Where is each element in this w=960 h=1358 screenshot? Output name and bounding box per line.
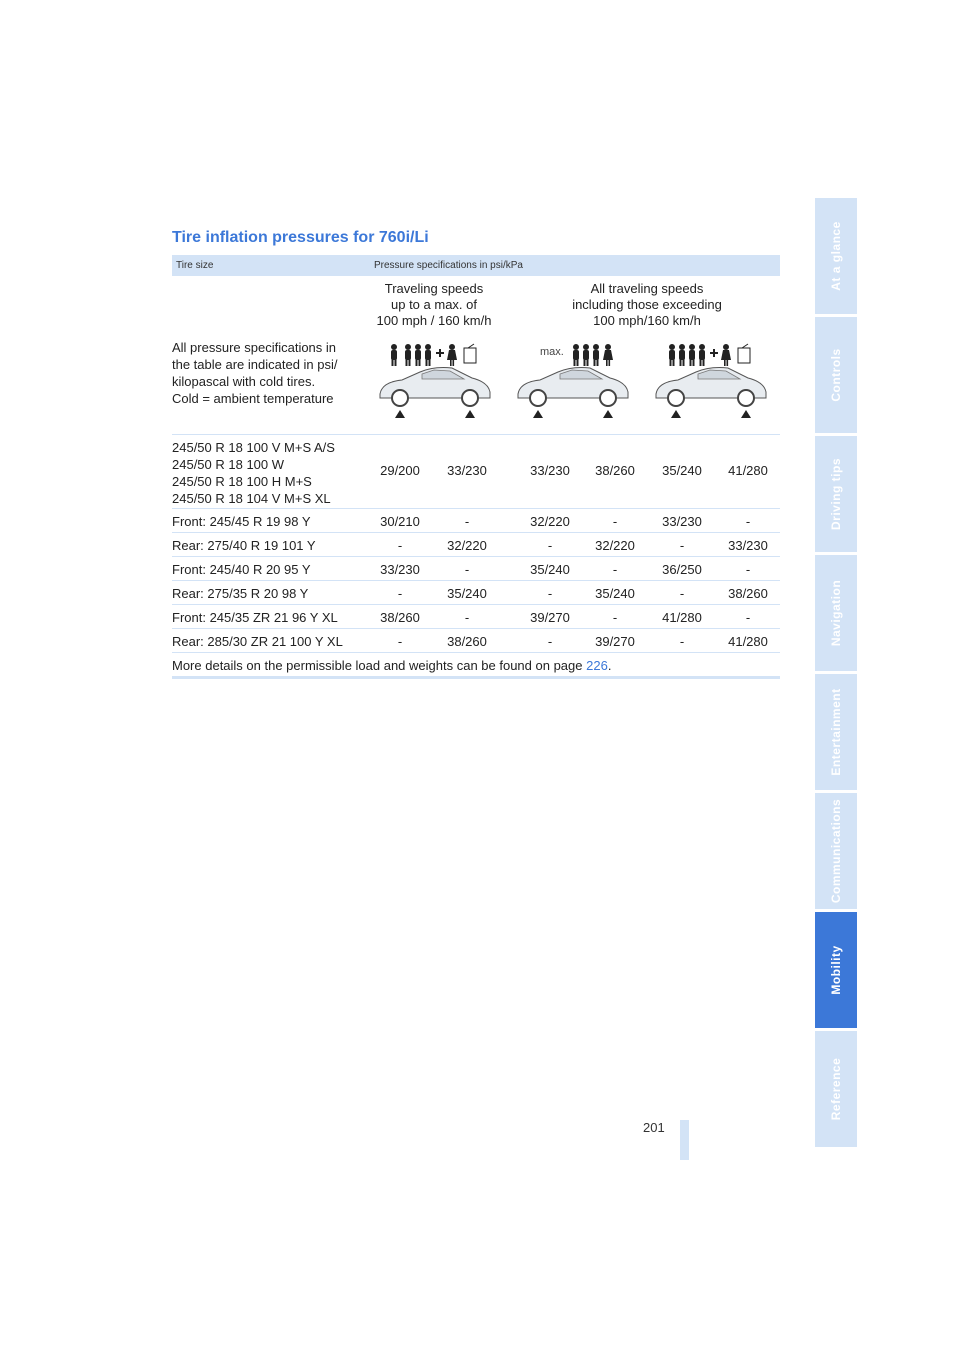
note-row xyxy=(172,334,780,435)
car-full-load-icon xyxy=(372,342,498,420)
pressure-value: - xyxy=(612,562,618,577)
tire-size-line: 245/50 R 18 100 W xyxy=(172,457,285,472)
tab-label: Reference xyxy=(829,1057,843,1121)
speed-group-1 xyxy=(362,281,506,329)
tab-navigation[interactable] xyxy=(815,555,857,674)
tab-label: At a glance xyxy=(829,221,843,291)
table-row xyxy=(172,581,780,605)
pressure-value: - xyxy=(745,610,751,625)
tire-size-cell: Front: 245/45 R 19 98 Y xyxy=(172,514,311,529)
tab-entertainment[interactable] xyxy=(815,674,857,793)
pressure-value: 35/240 xyxy=(447,586,487,601)
table-row xyxy=(172,605,780,629)
pressure-value: 30/210 xyxy=(380,514,420,529)
table-row xyxy=(172,533,780,557)
pressure-value: - xyxy=(679,586,685,601)
note-line: the table are indicated in psi/ xyxy=(172,357,338,372)
tire-size-cell xyxy=(172,439,335,507)
tab-label: Controls xyxy=(829,348,843,402)
pressure-value: 32/220 xyxy=(595,538,635,553)
tab-controls[interactable] xyxy=(815,317,857,436)
tab-label: Driving tips xyxy=(829,457,843,531)
table-row xyxy=(172,509,780,533)
pressure-value: 33/230 xyxy=(447,463,487,478)
pressure-value: - xyxy=(547,634,553,649)
table-row xyxy=(172,435,780,509)
pressure-value: - xyxy=(547,586,553,601)
speed-group-2-line: including those exceeding xyxy=(572,297,722,312)
speed-group-2-line: 100 mph/160 km/h xyxy=(593,313,701,328)
pressure-value: 35/240 xyxy=(530,562,570,577)
car-full-load-icon xyxy=(648,342,774,420)
table-row xyxy=(172,629,780,653)
pressure-value: - xyxy=(679,634,685,649)
header-pressure: Pressure specifications in psi/kPa xyxy=(374,260,523,271)
table-bottom-rule xyxy=(172,676,780,679)
table-row xyxy=(172,557,780,581)
tab-reference[interactable] xyxy=(815,1031,857,1150)
speed-header-row xyxy=(172,276,780,334)
pressure-value: 33/230 xyxy=(380,562,420,577)
tire-size-cell: Rear: 285/30 ZR 21 100 Y XL xyxy=(172,634,343,649)
pressure-value: 41/280 xyxy=(728,634,768,649)
pressure-value: - xyxy=(679,538,685,553)
pressure-value: 41/280 xyxy=(662,610,702,625)
tire-size-cell: Rear: 275/35 R 20 98 Y xyxy=(172,586,309,601)
pressure-value: - xyxy=(612,610,618,625)
pressure-value: 39/270 xyxy=(595,634,635,649)
speed-group-2-line: All traveling speeds xyxy=(590,281,704,296)
table-header xyxy=(172,255,780,276)
tire-pressure-table xyxy=(172,255,780,676)
speed-group-1-line: up to a max. of xyxy=(391,297,477,312)
tire-size-cell: Front: 245/35 ZR 21 96 Y XL xyxy=(172,610,338,625)
footer-note xyxy=(172,658,611,673)
car-max-4-persons-icon xyxy=(510,342,636,420)
pressure-value: - xyxy=(612,514,618,529)
tab-label: Mobility xyxy=(829,945,843,995)
section-title: Tire inflation pressures for 760i/Li xyxy=(172,229,429,246)
pressure-value: 35/240 xyxy=(662,463,702,478)
tire-size-cell: Rear: 275/40 R 19 101 Y xyxy=(172,538,316,553)
pressure-value: - xyxy=(397,586,403,601)
pressure-value: - xyxy=(397,538,403,553)
pressure-value: 36/250 xyxy=(662,562,702,577)
footer-period: . xyxy=(607,658,612,673)
page-number-bar xyxy=(680,1120,689,1160)
pressure-value: 32/220 xyxy=(530,514,570,529)
page-number: 201 xyxy=(643,1120,665,1135)
cold-tire-note xyxy=(172,339,357,407)
footer-text: More details on the permissible load and weights can be found on page xyxy=(172,658,587,673)
tab-mobility[interactable] xyxy=(815,912,857,1031)
pressure-value: 33/230 xyxy=(530,463,570,478)
pressure-value: 32/220 xyxy=(447,538,487,553)
tire-size-cell: Front: 245/40 R 20 95 Y xyxy=(172,562,311,577)
pressure-value: 38/260 xyxy=(380,610,420,625)
speed-group-1-line: Traveling speeds xyxy=(384,281,484,296)
pressure-value: - xyxy=(464,514,470,529)
pressure-value: 39/270 xyxy=(530,610,570,625)
tab-label: Navigation xyxy=(829,579,843,647)
tab-at-a-glance[interactable] xyxy=(815,198,857,317)
tire-size-line: 245/50 R 18 100 H M+S xyxy=(172,474,312,489)
tab-driving-tips[interactable] xyxy=(815,436,857,555)
pressure-value: 41/280 xyxy=(728,463,768,478)
tire-size-line: 245/50 R 18 104 V M+S XL xyxy=(172,491,331,506)
pressure-value: 33/230 xyxy=(728,538,768,553)
pressure-value: - xyxy=(547,538,553,553)
tab-label: Communications xyxy=(829,798,843,904)
note-line: All pressure specifications in xyxy=(172,340,337,355)
speed-group-1-line: 100 mph / 160 km/h xyxy=(376,313,492,328)
pressure-value: 38/260 xyxy=(447,634,487,649)
footer-row xyxy=(172,653,780,676)
tab-communications[interactable] xyxy=(815,793,857,912)
pressure-value: - xyxy=(745,514,751,529)
note-line: kilopascal with cold tires. xyxy=(172,374,316,389)
tab-label: Entertainment xyxy=(829,688,843,776)
pressure-value: - xyxy=(464,610,470,625)
pressure-value: - xyxy=(745,562,751,577)
pressure-value: - xyxy=(464,562,470,577)
pressure-value: 38/260 xyxy=(728,586,768,601)
header-tire-size: Tire size xyxy=(176,260,214,271)
pressure-value: 33/230 xyxy=(662,514,702,529)
pressure-value: 38/260 xyxy=(595,463,635,478)
speed-group-2 xyxy=(552,281,742,329)
page-226-link[interactable]: 226 xyxy=(586,658,608,673)
tire-size-line: 245/50 R 18 100 V M+S A/S xyxy=(172,440,335,455)
pressure-value: - xyxy=(397,634,403,649)
chapter-tabs xyxy=(815,198,857,1150)
icon-label-max: max. xyxy=(540,346,564,358)
pressure-value: 29/200 xyxy=(380,463,420,478)
pressure-value: 35/240 xyxy=(595,586,635,601)
note-line: Cold = ambient temperature xyxy=(172,391,334,406)
